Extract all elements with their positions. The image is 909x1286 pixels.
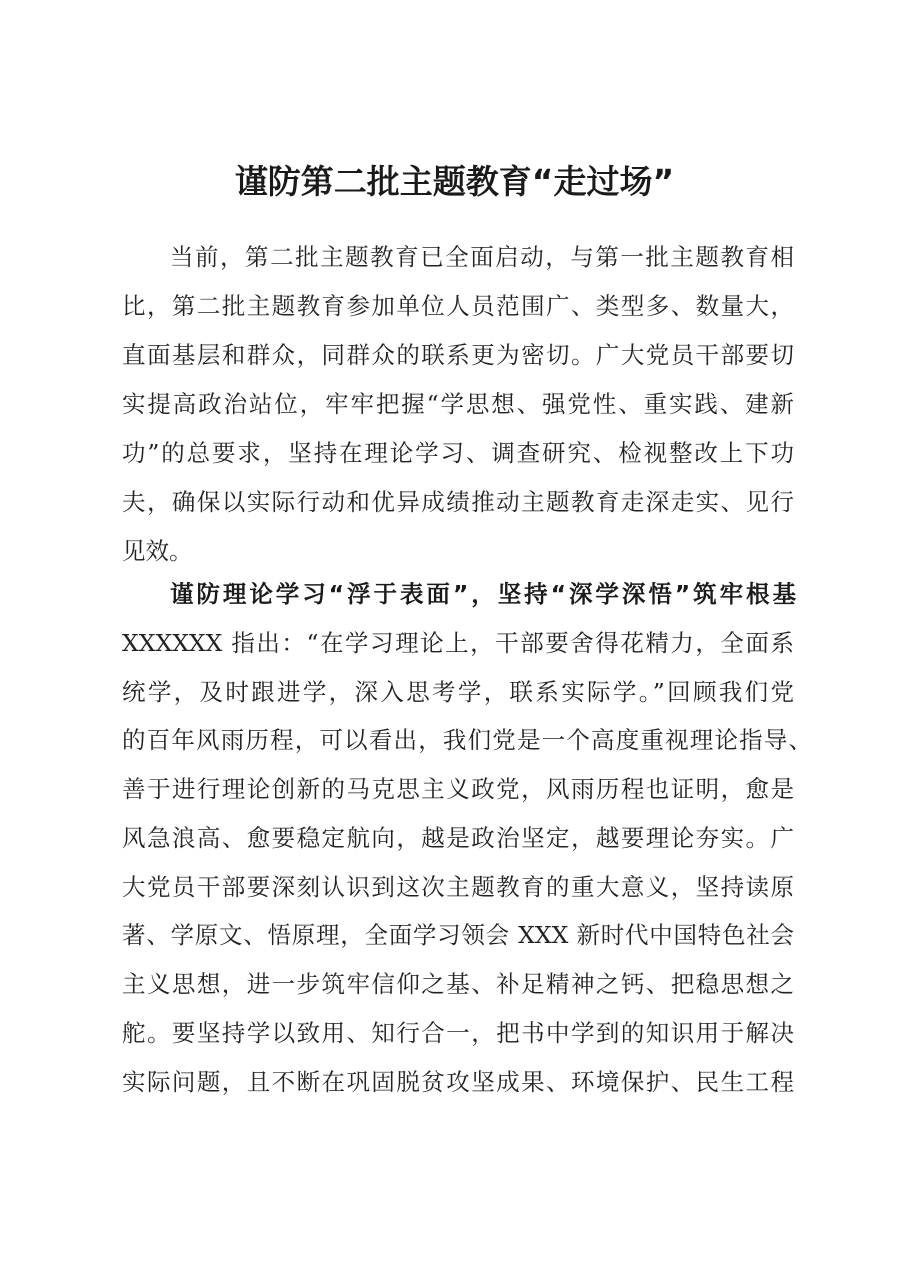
paragraph-line: 大党员干部要深刻认识到这次主题教育的重大意义，坚持读原	[122, 873, 794, 901]
paragraph-line: 夫，确保以实际行动和优异成绩推动主题教育走深走实、见行	[122, 488, 794, 516]
paragraph-line: 善于进行理论创新的马克思主义政党，风雨历程也证明，愈是	[122, 775, 794, 803]
paragraph-line: 比，第二批主题教育参加单位人员范围广、类型多、数量大，	[122, 292, 794, 320]
paragraph-line: 主义思想，进一步筑牢信仰之基、补足精神之钙、把稳思想之	[122, 970, 794, 998]
paragraph-line: 统学，及时跟进学，深入思考学，联系实际学。”回顾我们党	[122, 678, 794, 706]
paragraph-line: XXXXXX 指出：“在学习理论上，干部要舍得花精力，全面系	[122, 629, 794, 657]
paragraph-line: 著、学原文、悟原理，全面学习领会 XXX 新时代中国特色社会	[122, 921, 794, 949]
paragraph-line: 见效。	[122, 537, 193, 565]
section-heading: 谨防理论学习“浮于表面”，坚持“深学深悟”筑牢根基	[170, 580, 796, 608]
document-title: 谨防第二批主题教育“走过场”	[234, 162, 675, 201]
paragraph-line: 的百年风雨历程，可以看出，我们党是一个高度重视理论指导、	[122, 726, 812, 754]
paragraph-line: 直面基层和群众，同群众的联系更为密切。广大党员干部要切	[122, 341, 794, 369]
paragraph-line: 当前，第二批主题教育已全面启动，与第一批主题教育相	[170, 243, 794, 271]
paragraph-line: 实际问题，且不断在巩固脱贫攻坚成果、环境保护、民生工程	[122, 1068, 794, 1096]
paragraph-line: 风急浪高、愈要稳定航向，越是政治坚定，越要理论夯实。广	[122, 824, 794, 852]
paragraph-line: 实提高政治站位，牢牢把握“学思想、强党性、重实践、建新	[122, 390, 794, 418]
paragraph-line: 舵。要坚持学以致用、知行合一，把书中学到的知识用于解决	[122, 1019, 794, 1047]
paragraph-line: 功”的总要求，坚持在理论学习、调查研究、检视整改上下功	[122, 439, 794, 467]
